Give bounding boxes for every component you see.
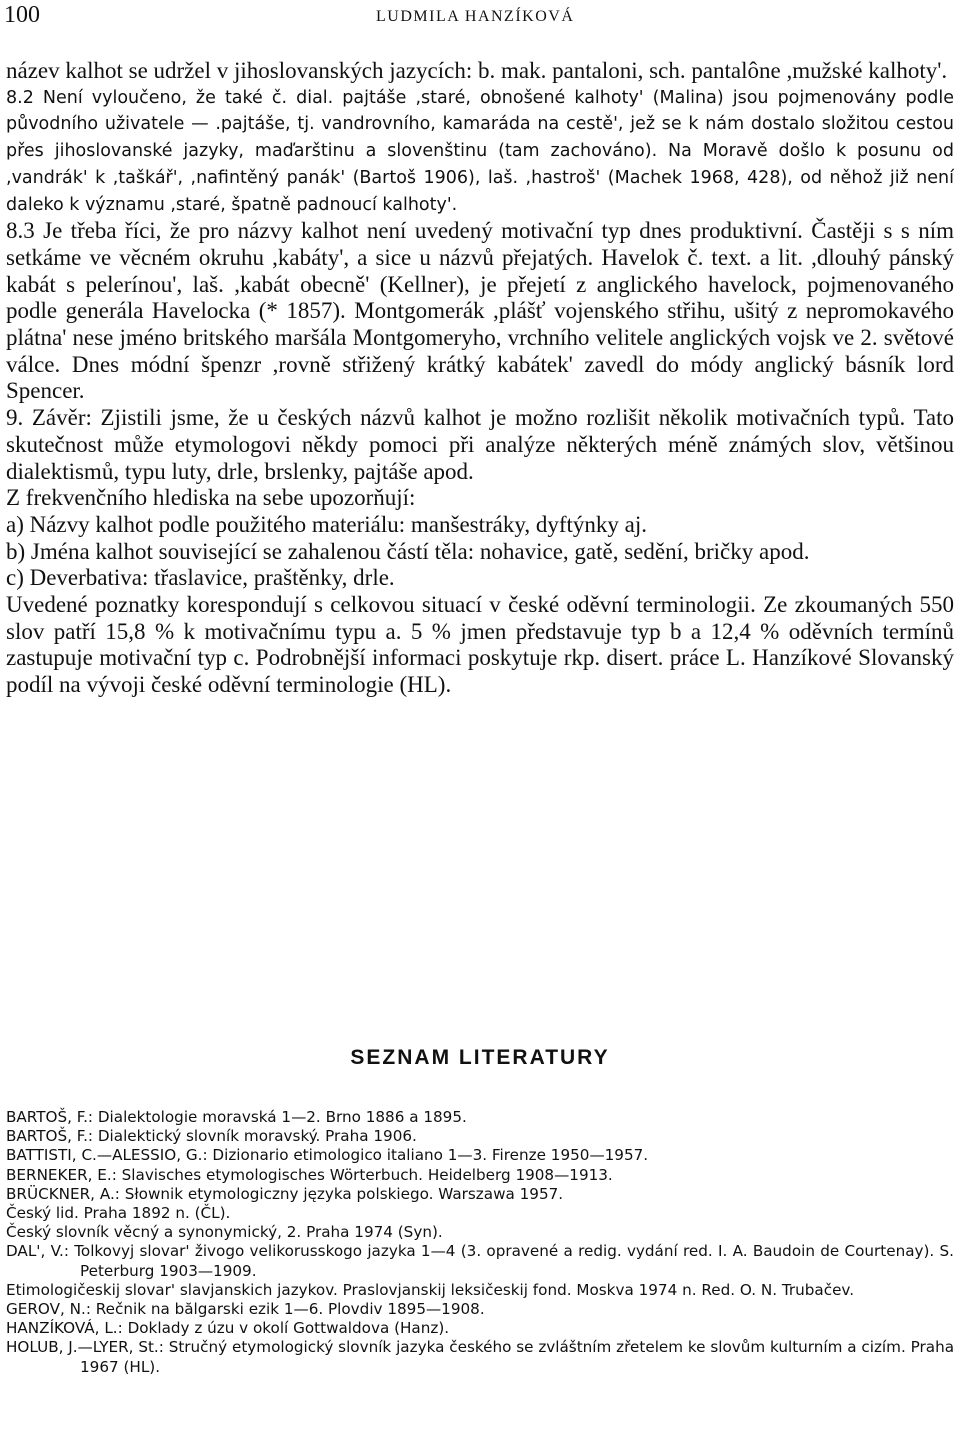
list-item-c: c) Deverbativa: třaslavice, praštěnky, drle.: [6, 565, 395, 591]
paragraph-8-2: 8.2 Není vyloučeno, že také č. dial. pajtáše ,staré, obnošené kalhoty' (Malina) jsou pojmenovány podle původního uživatele — .pajtáše, tj. vandrovního, kamaráda na cestě', jež se k nám dostalo složitou cestou přes jihoslovanské jazyky, maďarštinu a slovenštinu (tam zachováno). Na Moravě došlo k posunu od ,vandrák' k ,taškář', ,nafintěný panák' (Bartoš 1906), laš. ,hastroš' (Machek 1968, 428), od něhož již není daleko k významu ,staré, špatně padnoucí kalhoty'.: [6, 87, 954, 215]
bib-entry: GEROV, N.: Rečnik na bălgarski ezik 1—6. Plovdiv 1895—1908.: [6, 1300, 485, 1319]
paragraph-9: 9. Závěr: Zjistili jsme, že u českých názvů kalhot je možno rozlišit několik motivačních typů. Tato skutečnost může etymologovi někdy pomoci při analýze některých méně známých slov, většinou dialektismů, typu luty, drle, brslenky, pajtáše apod.: [6, 405, 954, 484]
bib-entry: BRÜCKNER, A.: Słownik etymologiczny języka polskiego. Warszawa 1957.: [6, 1184, 564, 1203]
bib-entry: Etimologičeskij slovar' slavjanskich jazykov. Praslovjanskij leksičeskij fond. Moskva 1974 n. Red. O. N. Trubačev.: [6, 1280, 855, 1299]
bib-entry: BARTOŠ, F.: Dialektologie moravská 1—2. Brno 1886 a 1895.: [6, 1108, 467, 1126]
bib-entry: BATTISTI, C.—ALESSIO, G.: Dizionario etimologico italiano 1—3. Firenze 1950—1957.: [6, 1146, 649, 1165]
section-title: SEZNAM LITERATURY: [350, 1046, 610, 1069]
paragraph: název kalhot se udržel v jihoslovanských jazycích: b. mak. pantaloni, sch. pantalône ,mužské kalhoty'.: [6, 58, 948, 83]
paragraph-conclusion: Uvedené poznatky korespondují s celkovou situací v české oděvní terminologii. Ze zkoumaných 550 slov patří 15,8 % k motivačnímu typu a. 5 % jmen představuje typ b a 12,4 % oděvních termínů zastupuje motivační typ c. Podrobnější informaci poskytuje rkp. disert. práce L. Hanzíkové Slovanský podíl na vývoji české oděvní terminologie (HL).: [6, 592, 954, 698]
paragraph: Z frekvenčního hlediska na sebe upozorňují:: [6, 485, 416, 511]
bib-entry: HANZÍKOVÁ, L.: Doklady z úzu v okolí Gottwaldova (Hanz).: [6, 1319, 450, 1338]
bib-entry: BERNEKER, E.: Slavisches etymologisches Wörterbuch. Heidelberg 1908—1913.: [6, 1165, 613, 1184]
bib-entry: HOLUB, J.—LYER, St.: Stručný etymologický slovník jazyka českého se zvláštním zřetelem ke slovům kulturním a cizím. Praha 1967 (HL).: [6, 1338, 954, 1376]
bibliography: [6, 1108, 954, 1377]
list-item-a: a) Názvy kalhot podle použitého materiálu: manšestráky, dyftýnky aj.: [6, 511, 648, 537]
page-header: [4, 2, 956, 28]
bib-entry: DAL', V.: Tolkovyj slovar' živogo velikorusskogo jazyka 1—4 (3. opravené a redig. vydání red. I. A. Baudoin de Courtenay). S. Peterburg 1903—1909.: [6, 1242, 954, 1280]
list-item-b: b) Jména kalhot související se zahalenou částí těla: nohavice, gatě, sedění, bričky apod.: [6, 538, 810, 564]
running-title: LUDMILA HANZÍKOVÁ: [376, 8, 575, 25]
bib-entry: Český slovník věcný a synonymický, 2. Praha 1974 (Syn).: [6, 1223, 443, 1242]
page-number: 100: [4, 2, 40, 28]
bib-entry: Český lid. Praha 1892 n. (ČL).: [6, 1204, 231, 1223]
bib-entry: BARTOŠ, F.: Dialektický slovník moravský. Praha 1906.: [6, 1127, 417, 1146]
paragraph-8-3: 8.3 Je třeba říci, že pro názvy kalhot není uvedený motivační typ dnes produktivní. Častěji s s ním setkáme ve věcném okruhu ,kabáty', a sice u názvů přejatých. Havelok č. text. a lit. ,dlouhý pánský kabát s pelerínou', laš. ,kabát obecně' (Kellner), je přejetí z anglického havelock, pojmenovaného podle generála Havelocka (* 1857). Montgomerák ,plášť vojenského střihu, ušitý z nepromokavého plátna' nese jméno britského maršála Montgomeryho, vrchního velitele anglických vojsk ve 2. světové válce. Dnes módní špenzr ,rovně střižený krátký kabátek' zavedl do módy anglický básník lord Spencer.: [6, 218, 954, 404]
body-text: [6, 58, 954, 699]
